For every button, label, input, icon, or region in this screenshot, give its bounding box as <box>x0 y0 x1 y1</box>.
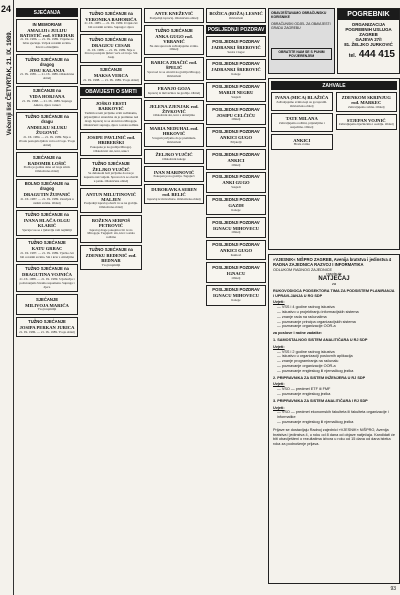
notice-name: IGNACU <box>226 270 246 276</box>
notice-name: MAKSA VERCA <box>93 73 129 79</box>
obituary-notice <box>144 166 204 181</box>
notice-name: ANTUN MILUTINOVIĆ MALJEN <box>85 191 137 202</box>
ad-pogrebnik <box>337 8 400 74</box>
ad-tel-number: 444 415 <box>358 49 395 60</box>
obituary-notice <box>16 86 78 110</box>
zahvale-section <box>268 78 400 250</box>
obituary-notice <box>144 100 204 120</box>
notice-text: 21. IX. 1987. — 21. IX. 1989. Vječno ćeš biti u našim srcima. Sin i kćer s obiteljima <box>20 250 74 259</box>
notice-name: KATU GRBAC <box>31 246 63 252</box>
thanks-name: STJEPAN VOJNIĆ <box>346 117 386 123</box>
notice-text: S tugom javljamo da je preminula. Ožalošćeni <box>151 135 197 144</box>
zahvale-left <box>271 92 333 152</box>
notice-name: BOŽICA (BOŽA) LESNIĆ <box>209 11 263 17</box>
notice-text: Obitelj <box>231 275 241 280</box>
job-ad <box>268 254 400 584</box>
obituary-notice <box>206 8 266 23</box>
masthead: Večernji list ČETVRTAK, 21. IX. 1989. <box>7 30 13 136</box>
notice-name: GAZIH <box>228 203 244 209</box>
job-ad-raspisuje: raspisuje <box>326 272 342 277</box>
notice-heading: TUŽNO SJEĆANJE <box>28 319 66 325</box>
obituary-notice <box>206 127 266 148</box>
obituary-notice <box>144 57 204 81</box>
notice-text: 21. IX. 1988. — 21. IX. 1989. Nije u životu postojala ljubav veća od tvoje. Sin Josip <box>84 47 138 60</box>
obituary-notice <box>16 19 78 52</box>
thanks-text: Zahvaljujemo rodbini, prijateljima i susjedima. Obitelj <box>278 121 325 130</box>
ad-right-line2: ZAGREB <box>359 32 378 37</box>
notice-name: JOSIPU CELČIĆU <box>216 112 256 118</box>
job-ad-uvjeti-1: Uvjeti: <box>273 300 285 305</box>
notice-heading: TUŽNO SJEĆANJE na <box>89 36 133 42</box>
obituary-notice <box>16 179 78 208</box>
requirement-item: — znanje programiranja na računalu <box>277 359 339 364</box>
notice-heading: TUŽNO SJEĆANJE <box>155 27 193 33</box>
notice-heading: POSLJEDNJI POZDRAV <box>212 264 260 270</box>
notice-text: Obitelj <box>231 230 241 235</box>
notice-heading: POSLJEDNJI POZDRAV <box>212 61 260 67</box>
column-3 <box>144 8 204 206</box>
notice-text: Susjedi <box>231 185 241 190</box>
footer-number: 93 <box>390 586 396 592</box>
notice-heading: SJEĆANJE na <box>32 154 62 160</box>
obituary-notice <box>206 59 266 80</box>
notice-name: MILIVOJA MARIĆA <box>25 302 69 308</box>
notice-text: Ispraćaj drage pokojnice bit će na Mirogoju. Tugujući: sin, kćer i ostala rodbina <box>87 227 135 240</box>
ad-right-line3: GAJEVA 27/I <box>355 37 382 42</box>
notice-text: Na dan sprovoda zahvaljujemo svima. Obitelj <box>149 43 199 52</box>
ad-right-line1: ORGANIZACIJA POGREBNIH USLUGA <box>345 22 392 32</box>
notice-heading: POSLJEDNJI POZDRAV <box>212 38 260 44</box>
notice-heading: POSLJEDNJI POZDRAV <box>212 219 260 225</box>
notice-text: Tvoji najmiliji <box>101 262 121 267</box>
notice-heading: POSLJEDNJI POZDRAV <box>212 174 260 180</box>
obituary-notice <box>80 98 142 130</box>
obituary-notice <box>16 317 78 338</box>
notice-text: 21. IX. 1988. — 21. IX. 1989. Supruga Ankica, djeca i unuci <box>21 98 73 107</box>
obituary-notice <box>80 8 142 32</box>
notice-name: BARICA ZRAČIĆ rođ. ŠPELIĆ <box>150 60 198 71</box>
notice-text: Tvoji najmiliji <box>37 307 57 312</box>
obituary-notice <box>206 149 266 170</box>
obituary-notice <box>80 34 142 62</box>
column-4 <box>206 8 266 308</box>
obituary-notice <box>80 132 142 156</box>
notice-text: 21. IX. 1985. — 21. IX. 1989. Ožalošćena obitelj <box>19 72 75 81</box>
notice-name: MARIA NEDUHAL rođ. HRKOVIĆ <box>149 126 199 137</box>
thanks-notice <box>336 92 398 112</box>
notice-heading: TUŽNO SJEĆANJE <box>28 240 66 246</box>
notice-text: Obitelj <box>231 162 241 167</box>
notice-heading: TUŽNO SJEĆANJE na <box>89 10 133 16</box>
requirement-item: — poznavanje engleskog jezika <box>277 391 331 396</box>
obituary-notice <box>16 238 78 262</box>
obituary-notice <box>206 82 266 103</box>
notice-text: Ispraćaj iz mrtvačnice na groblje. Obitelj <box>147 91 201 96</box>
job-ad-closing: Prijave se dostavljaju Radnoj zajednici »VJESNIK« NIŠPRO, Avenija bratstva i jedinstva 4, u roku od 8 dana od objave natječaja. Kandidati će biti obaviješteni o rezultatima izbora u roku od 15 dana od dana isteka roka za podnošenje prijava. <box>273 427 396 447</box>
notice-text: Ožalošćeni kolege <box>162 157 186 162</box>
obituary-notice <box>16 54 78 83</box>
column-1 <box>16 8 78 339</box>
notice-text: 21. IX. 1987. — 21. IX. 1989. Zauvijek u našim srcima. Obitelj <box>20 196 74 205</box>
notice-text: Kumovi <box>230 253 242 258</box>
notice-name: IGNACU MIHOVECU <box>212 225 260 231</box>
notice-name: DRAGUTINA VOJNIĆA <box>22 272 72 278</box>
ad-right-line4: 81. ŽELJKO JURKOVIĆ <box>344 42 393 47</box>
zahvale-header: ZAHVALE <box>271 81 397 90</box>
notice-name: IVAN MARINOVIĆ <box>153 169 195 175</box>
notice-name: VIDA HORJANA <box>29 94 65 100</box>
notice-name: ANKA GUGO rođ. VRBANIĆ <box>155 33 193 44</box>
notice-text: 21. IX. 1988. — 21. IX. 1989. S ljubavlju i poštovanjem čuvamo uspomenu. Supruga i djeca <box>19 277 75 289</box>
notice-text: Sa dubokom boli javljamo da nas je napustio naš voljeni. Sprovod će se obaviti u petak. Ožalošćena obitelj <box>83 171 139 184</box>
requirement-item: — poznavanje principa organizacijskih sistema <box>277 319 356 324</box>
notice-text: Tužnim srcem javljamo svim rodbinama, prijateljima i znancima da je preminuo naš dragi. Ispraćaj će se obaviti na Mirogoju. Ožalošćeni: supruga, djeca i ostala rodbina <box>83 111 139 127</box>
job-ad-section4: 3. PRIPRAVNIKA ZA SISTEM ANALITIČARA I RJ SDP <box>273 398 368 403</box>
obituary-notice <box>144 123 204 147</box>
notice-name: JADRANKI ŠREBOVIĆ <box>211 44 261 50</box>
obituary-notice <box>144 83 204 98</box>
notice-name: JOSIPA PERKAN JURICA <box>19 325 75 331</box>
notice-text: Prijatelji <box>230 140 242 145</box>
job-ad-uvjeti-4: Uvjeti: <box>273 405 285 410</box>
notice-name: MARIJI NEGRU <box>218 90 254 96</box>
thanks-notice <box>271 134 333 149</box>
obituary-notice <box>80 188 142 212</box>
notice-name: ZDENKU BEDENIĆ rođ. BEDNAR <box>85 253 137 263</box>
notice-text: 21. IX. 1986. — 21. IX. 1989. Tvoja obitelj <box>19 330 75 334</box>
notice-text: Pokopana je na groblju Mirogoj. Ožalošćeni: sin, kćer, unuci <box>90 145 132 153</box>
notice-text: Ožalošćeni sin, kćer s obiteljima <box>153 113 195 118</box>
notice-name: DRAGICU CESAR <box>91 42 131 48</box>
notice-name: JADRANKI ŠREBOVIĆ <box>211 67 261 73</box>
section-header: POSLJEDNJI POZDRAV <box>207 26 265 33</box>
job-ad-section3: 2. PRIPRAVNIKA ZA SISTEM INŽENJERA U RJ SDP <box>273 375 366 380</box>
job-ad-subtitle: ODLUKOM RADNOG ZAJEDNICE <box>273 267 333 272</box>
obituary-notice <box>80 65 142 86</box>
notice-heading: TUŽNO SJEĆANJE <box>92 160 130 166</box>
notice-text: Sjećaju vas se s ljubavlju vaši najmiliji <box>22 228 72 233</box>
requirement-item: — iskustvo u organizaciji poslovnih aplikacija <box>277 354 353 359</box>
obituary-notice <box>16 210 78 236</box>
obituary-notice <box>16 112 78 150</box>
notice-heading: TUŽNO SJEĆANJE na <box>25 212 69 218</box>
thanks-name: TATE MILANA <box>285 116 318 122</box>
requirement-item: — poznavanje organizacije OOR-a <box>277 324 336 329</box>
ad-left-body: OBRAČUNSKI ODJEL ZA OBAVIJESTI GRADU ZAGREBU <box>271 22 331 30</box>
thanks-text: Zahvaljujemo liječnicima i osoblju. Obitelj <box>338 122 394 127</box>
notice-heading: POSLJEDNJI POZDRAV <box>212 197 260 203</box>
notice-name: ANKICI GUGO <box>219 248 253 254</box>
notice-text: Kolege <box>231 298 241 303</box>
obituary-notice <box>80 245 142 271</box>
notice-name: AMALIJI i JULIJU BATISTIĆ rođ. STREHAR <box>19 27 75 38</box>
job-ad-title: »VJESNIK« NIŠPRO ZAGREB, Avenija bratstva i jedinstva 4 RADNA ZAJEDNICA RAZVOJ I INFORMATIKA <box>273 257 392 267</box>
obituary-notice <box>144 8 204 23</box>
notice-text: Ožalošćeni <box>228 16 244 21</box>
notice-heading: POSLJEDNJI POZDRAV <box>212 287 260 293</box>
notice-heading: SJEĆANJE na <box>32 88 62 94</box>
zahvale-right <box>336 92 398 152</box>
notice-heading: BOLNO SJEĆANJE na dragog <box>24 181 70 192</box>
notice-heading: TUŽNO SJEĆANJE na dragu <box>25 114 69 125</box>
thanks-notice <box>271 113 333 132</box>
requirement-item: — znanje rada na računalima <box>277 314 327 319</box>
obituary-notice <box>80 158 142 186</box>
page-number: 24 <box>1 4 12 14</box>
thanks-name: ANKICI <box>293 137 311 143</box>
notice-text: Pokopan je na groblju. Tugujući <box>153 174 195 179</box>
job-ad-items2 <box>273 350 395 374</box>
notice-text: Kolege <box>231 72 241 77</box>
notice-heading: TUŽNO SJEĆANJE na dragog <box>25 56 69 67</box>
obituary-notice <box>80 215 142 243</box>
notice-name: BOŽENA SERPOŠ PETROVIĆ <box>91 217 131 228</box>
ad-obracunski <box>268 8 335 74</box>
requirement-item: — poznavanje organizacije OOR-a <box>277 363 336 368</box>
notice-heading: POSLJEDNJI POZDRAV <box>212 129 260 135</box>
notice-text: 21. IX. 1984. — 21. IX. 1989. Nije u životu postojala ljubav veća od tvoje. Tvoja obitelj <box>19 135 75 147</box>
job-ad-natjecaj: NATJEČAJ <box>318 276 350 283</box>
notice-text: Obitelj <box>231 117 241 122</box>
job-ad-items3 <box>273 387 395 397</box>
notice-heading: POSLJEDNJI POZDRAV <box>212 84 260 90</box>
requirement-item: — VSO — predmet ETF ili FMF <box>277 387 331 392</box>
notice-name: ANKICI <box>227 157 245 163</box>
notice-text: Sestra i šogor <box>227 49 245 54</box>
obituary-notice <box>206 285 266 306</box>
job-ad-uvjeti-2: Uvjeti: <box>273 344 285 349</box>
thanks-name: ZDENKOM SKRINJUG rođ. MARKEC <box>341 95 391 106</box>
obituary-notice <box>206 172 266 193</box>
notice-name: FRANJO GOJA <box>157 86 191 92</box>
notice-name: RADOMIR LOŠIĆ <box>27 160 67 166</box>
thanks-name: IVANA (MICA) BLAŽIĆA <box>275 95 329 101</box>
obituary-notice <box>16 294 78 315</box>
notice-name: ŽELJKO VUJČIĆ <box>155 152 193 158</box>
ad-right-title: POGREBNIK <box>338 9 399 20</box>
notice-text: Posljednji ispraćaj. Ožalošćena obitelj <box>149 16 199 21</box>
notice-text: Kolege <box>231 207 241 212</box>
thanks-text: Zahvaljujemo svima koji su ga ispratili. Ožalošćena obitelj <box>276 100 328 108</box>
obituary-notice <box>144 149 204 164</box>
job-ad-for-positions: za poslove i radne zadatke: <box>273 331 323 336</box>
notice-text: 21. IX. 1986. — 21. IX. 1989. Vrijeme ne briše sjećanje. Uvijek u našim srcima. Kćeri s obiteljima <box>20 37 74 49</box>
ad-tel-label: tel. <box>348 53 357 59</box>
requirement-item: — VSS i 4 godine radnog iskustva <box>277 305 335 310</box>
thanks-notice <box>336 114 398 129</box>
ad-left-foot: OBRATITE NAM SE S PUNIM POVJERENJEM <box>271 48 332 60</box>
requirement-item: — poznavanje engleskog ili njemačkog jezika <box>277 368 354 373</box>
job-ad-section2: 1. SAMOSTALNOG SISTEM ANALITIČARA U RJ SDP <box>273 337 368 342</box>
ad-left-title: OBAVJEŠTAVAMO OBRAČUNSKU KORISNIKE <box>271 11 327 19</box>
thanks-notice <box>271 92 333 111</box>
notice-name: VERONIKA BAHORIĆA <box>85 16 137 22</box>
obituary-notice <box>16 264 78 292</box>
obituary-notice <box>206 195 266 216</box>
notice-name: IGNACU MIHOVECU <box>212 293 260 299</box>
obituary-notice <box>144 25 204 54</box>
notice-name: IVANA HLAČA OLGU KLARIĆ <box>23 218 71 229</box>
job-ad-za: za <box>331 281 336 286</box>
notice-heading: IN MEMORIAM <box>32 21 62 27</box>
notice-heading: POSLJEDNJI POZDRAV <box>212 242 260 248</box>
job-ad-uvjeti-3: Uvjeti: <box>273 382 285 387</box>
obituary-notice <box>206 36 266 57</box>
job-ad-section1: RUKOVODIOCA PODSEKTORA TIMA ZA PODSISTEM PLANIRANJA I UPRAVLJANJA U RO SDP <box>273 288 395 298</box>
thanks-text: Hvala svima <box>293 142 310 147</box>
requirement-item: — iskustvo u projektiranju informacijskih sistema <box>277 309 359 314</box>
obituary-notice <box>206 104 266 125</box>
notice-name: JOSIPE PAVLINIĆ rođ. HRIBERŠKI <box>86 135 136 146</box>
column-2 <box>80 8 142 272</box>
requirement-item: — VSO — predmet ekonomskih fakulteta ili fakulteta organizacije i informatike <box>277 410 389 420</box>
notice-name: ANTE KNEŽEVIĆ <box>154 11 194 17</box>
notice-text: 21. IX. 1983. — 21. IX. 1989. Uvijek ćeš biti u našim srcima. Supruga i djeca <box>84 21 138 30</box>
notice-name: JOŠKO ERSTI BARKOVIĆ <box>95 101 127 112</box>
notice-name: DUBORAVKA SEBEN rođ. BELIĆ <box>151 187 197 198</box>
thanks-text: Zahvaljujemo svima. Obitelj <box>347 105 385 110</box>
notice-heading: SJEĆANJE <box>35 296 59 302</box>
notice-text: Prošla je godina dana od tvoje smrti. Ožalošćena obitelj <box>23 165 71 174</box>
notice-text: Ispraćaj iz mrtvačnice. Ožalošćena obitelj <box>147 196 201 201</box>
notice-text: Sprovod će se obaviti na groblju Mirogoj. Ožalošćeni <box>147 69 201 78</box>
notice-name: DRAGUTIN ŽUPANIĆ <box>23 192 71 198</box>
notice-name: ANKICI GUGO <box>219 135 253 141</box>
notice-heading: TUŽNO SJEĆANJE na <box>89 247 133 252</box>
notice-name: ANKI GUGO <box>222 180 250 186</box>
notice-name: JELENA ZJENJAK rod. ŽIVKOVIĆ <box>149 103 199 114</box>
obituary-notice <box>206 217 266 238</box>
requirement-item: — poznavanje engleskog ili njemačkog jezika <box>277 419 354 424</box>
notice-text: Susjedi <box>231 94 241 99</box>
job-ad-items4 <box>273 410 395 424</box>
notice-heading: POSLJEDNJI POZDRAV <box>212 106 260 112</box>
notice-heading: POSLJEDNJI POZDRAV <box>212 151 260 157</box>
page-spine <box>0 0 14 595</box>
section-header: OBAVIJESTI O SMRTI <box>80 87 142 96</box>
obituary-notice <box>144 184 204 204</box>
job-ad-items1 <box>273 305 395 329</box>
obituary-notice <box>16 152 78 176</box>
requirement-item: — VSS i 2 godine radnog iskustva <box>277 349 335 354</box>
notice-text: 21. IX. 1988. — 21. IX. 1989. Tvoja obitelj <box>83 77 139 82</box>
notice-heading: SJEĆANJE <box>99 67 123 73</box>
notice-text: Posljednji ispraćaj obavit će se na groblju. Ožalošćena obitelj <box>84 201 138 210</box>
notice-heading: TUŽNO SJEĆANJE na <box>25 266 69 272</box>
column-5 <box>268 8 400 584</box>
obituary-notice <box>206 262 266 283</box>
obituary-notice <box>206 240 266 261</box>
notice-name: ŽELJKO VUJČIĆ <box>92 166 130 172</box>
notice-name: JOSU KALANJA <box>29 67 65 73</box>
section-header: SJEĆANJA <box>16 8 78 17</box>
notice-name: ANDELKU SLUKU ŽUGOVIĆ <box>27 125 67 136</box>
